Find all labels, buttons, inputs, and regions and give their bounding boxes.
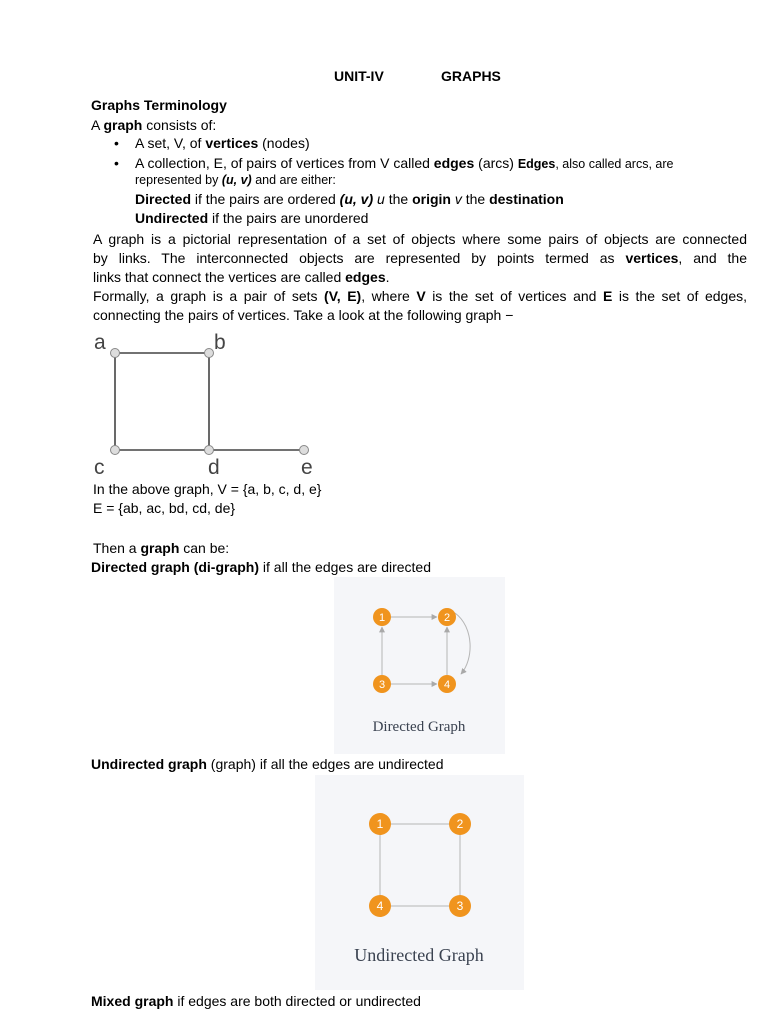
bullet-dot-2: • bbox=[114, 155, 119, 171]
para1-line2 bbox=[93, 249, 747, 268]
directed-def-t2: u bbox=[373, 191, 385, 207]
mixed-graph-bold: Mixed graph bbox=[91, 993, 174, 1009]
undir-node-3-label: 3 bbox=[456, 899, 464, 913]
directed-def-t5: the bbox=[461, 191, 490, 207]
undirected-def-t1: if the pairs are unordered bbox=[208, 210, 369, 226]
para1-l2-pre: by links. The interconnected objects are represented by points termed as bbox=[93, 250, 626, 266]
paragraph-1 bbox=[93, 230, 747, 287]
graph-caption-edges: E = {ab, ac, bd, cd, de} bbox=[93, 500, 236, 516]
node-c bbox=[111, 446, 120, 455]
unit-label: UNIT-IV bbox=[334, 68, 384, 84]
para1-line3 bbox=[93, 268, 747, 287]
bullet-1-pre: A set, V, of bbox=[135, 135, 206, 151]
bullet-2-mid: (arcs) bbox=[474, 155, 518, 171]
then-line bbox=[93, 540, 229, 557]
dir-edge-2-4 bbox=[455, 613, 470, 674]
bullet-item-2 bbox=[135, 155, 673, 172]
para2-line2: connecting the pairs of vertices. Take a look at the following graph − bbox=[93, 307, 514, 323]
directed-graph-card bbox=[334, 577, 505, 754]
para1-l2-post: , and the bbox=[678, 250, 747, 266]
label-b: b bbox=[214, 331, 226, 354]
para1-l2-bold: vertices bbox=[625, 250, 679, 266]
graph-figure-abcde bbox=[88, 330, 328, 480]
paragraph-2 bbox=[93, 287, 747, 325]
page-header bbox=[334, 68, 384, 85]
directed-def-b2: (u, v) bbox=[339, 191, 374, 207]
undirected-graph-line bbox=[91, 756, 444, 773]
bullet-1-post: (nodes) bbox=[258, 135, 310, 151]
intro-bold: graph bbox=[103, 117, 143, 133]
label-d: d bbox=[208, 456, 220, 479]
bullet-2-post: , also called arcs, are bbox=[555, 157, 674, 171]
para2-l1-post: is the set of edges, bbox=[612, 288, 747, 304]
directed-def-b3: origin bbox=[412, 191, 451, 207]
directed-def-t1: if the pairs are ordered bbox=[191, 191, 340, 207]
para2-l1-pre: Formally, a graph is a pair of sets bbox=[93, 288, 325, 304]
section-title: Graphs Terminology bbox=[91, 97, 227, 113]
topic-label bbox=[441, 68, 501, 85]
mixed-graph-line bbox=[91, 993, 421, 1010]
directed-def-t4: v bbox=[450, 191, 462, 207]
undirected-def-b1: Undirected bbox=[135, 210, 209, 226]
label-c: c bbox=[94, 456, 105, 479]
undir-node-4-label: 4 bbox=[376, 899, 384, 913]
undirected-graph-post: (graph) if all the edges are undirected bbox=[206, 756, 444, 772]
undirected-graph-figure bbox=[315, 775, 524, 990]
directed-def-b4: destination bbox=[489, 191, 564, 207]
node-b bbox=[205, 349, 214, 358]
para2-l1-b1: (V, E) bbox=[324, 288, 362, 304]
node-d bbox=[205, 446, 214, 455]
directed-graph-bold: Directed graph (di-graph) bbox=[91, 559, 260, 575]
undirected-graph-caption: Undirected Graph bbox=[354, 945, 484, 965]
directed-def-b1: Directed bbox=[135, 191, 192, 207]
undir-node-1-label: 1 bbox=[376, 817, 384, 831]
mixed-graph-post: if edges are both directed or undirected bbox=[173, 993, 421, 1009]
directed-graph-figure bbox=[334, 577, 505, 754]
then-post: can be: bbox=[179, 540, 230, 556]
label-a: a bbox=[94, 331, 106, 354]
bullet-1-bold: vertices bbox=[205, 135, 259, 151]
dir-node-4-label: 4 bbox=[443, 679, 451, 691]
undirected-definition bbox=[135, 210, 368, 227]
undirected-graph-bold: Undirected graph bbox=[91, 756, 207, 772]
para1-l3-bold: edges bbox=[345, 269, 386, 285]
bullet-2-line2-pre: represented by bbox=[135, 173, 222, 187]
node-a bbox=[111, 349, 120, 358]
bullet-2-line2-bold: (u, v) bbox=[221, 173, 252, 187]
para1-l3-post: . bbox=[385, 269, 390, 285]
bullet-dot-1: • bbox=[114, 135, 119, 151]
bullet-item-1 bbox=[135, 135, 310, 152]
topic-text: GRAPHS bbox=[441, 68, 501, 84]
intro-line bbox=[91, 117, 216, 134]
label-e: e bbox=[301, 456, 313, 479]
node-e bbox=[300, 446, 309, 455]
directed-graph-caption: Directed Graph bbox=[372, 719, 466, 735]
para2-l1-b2: V bbox=[416, 288, 426, 304]
para1-l3-pre: links that connect the vertices are called bbox=[93, 269, 346, 285]
bullet-2-pre: A collection, E, of pairs of vertices from V called bbox=[135, 155, 434, 171]
bullet-2-bold: edges bbox=[433, 155, 475, 171]
para2-l1-mid: , where bbox=[361, 288, 417, 304]
bullet-item-2-line2 bbox=[135, 173, 336, 188]
bullet-2-line2-post: and are either: bbox=[251, 173, 336, 187]
undir-node-2-label: 2 bbox=[456, 817, 464, 831]
directed-definition bbox=[135, 191, 564, 208]
directed-graph-post: if all the edges are directed bbox=[259, 559, 432, 575]
undirected-graph-card bbox=[315, 775, 524, 990]
intro-post: consists of: bbox=[142, 117, 217, 133]
graph-caption-vertices: In the above graph, V = {a, b, c, d, e} bbox=[93, 481, 322, 497]
para1-line1: A graph is a pictorial representation of a set of objects where some pairs of objects are connected bbox=[93, 231, 747, 247]
para2-line1 bbox=[93, 287, 747, 306]
dir-node-3-label: 3 bbox=[378, 679, 386, 691]
bullet-2-bold2: Edges bbox=[517, 157, 556, 171]
then-bold: graph bbox=[140, 540, 180, 556]
dir-node-2-label: 2 bbox=[443, 612, 451, 624]
directed-graph-line bbox=[91, 559, 431, 576]
para2-l1-mid2: is the set of vertices and bbox=[425, 288, 603, 304]
then-pre: Then a bbox=[93, 540, 141, 556]
para2-l1-b3: E bbox=[602, 288, 613, 304]
directed-def-t3: the bbox=[384, 191, 413, 207]
intro-pre: A bbox=[91, 117, 104, 133]
dir-node-1-label: 1 bbox=[378, 612, 386, 624]
